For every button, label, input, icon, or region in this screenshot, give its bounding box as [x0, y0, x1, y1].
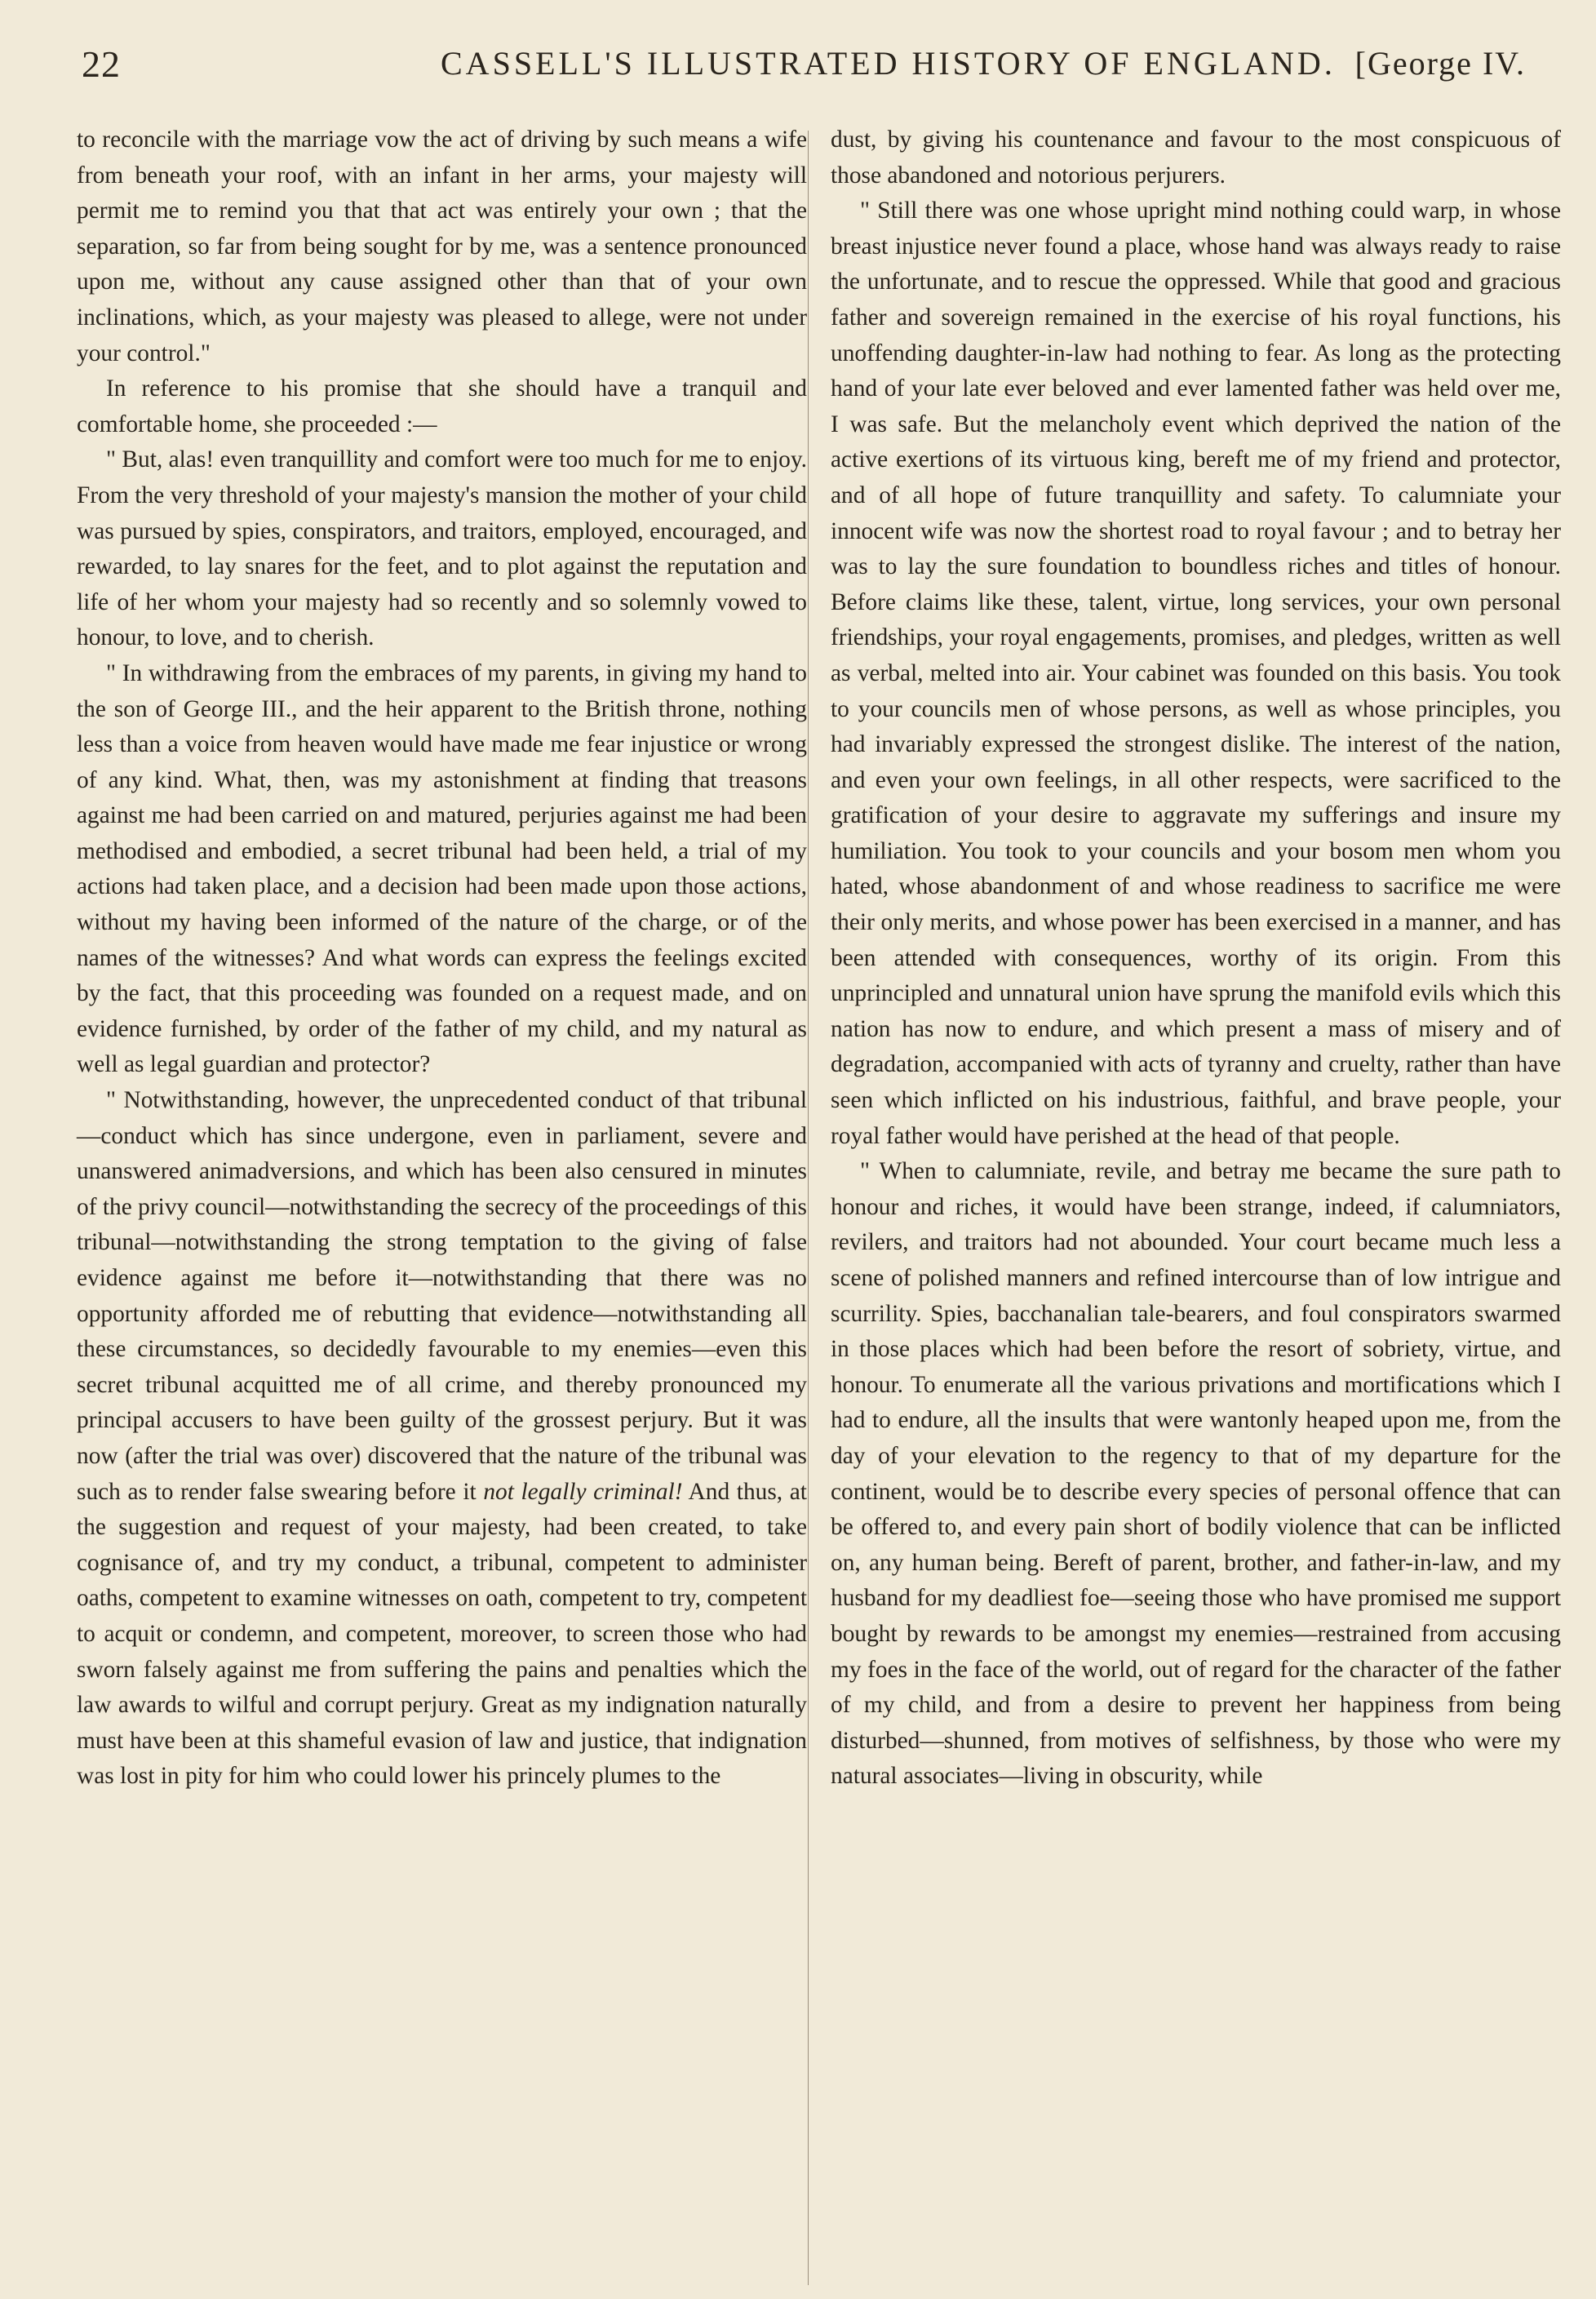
paragraph: " But, alas! even tranquillity and comfort were too much for me to enjoy. From the very threshold of your majesty's mansion the mother of your child was pursued by spies, conspirators, and traitors, employed, encouraged, and rewarded, to lay snares for the feet, and to plot against the reputation and life of her whom your majesty had so recently and so solemnly vowed to honour, to love, and to cherish. [77, 446, 807, 651]
column-divider [808, 131, 809, 2285]
right-column [831, 122, 1561, 1795]
paragraph: " Still there was one whose upright mind nothing could warp, in whose breast injustice never found a place, whose hand was always ready to raise the unfortunate, and to rescue the oppressed. While that good and gracious father and sovereign remained in the exercise of his royal functions, his unoffending daughter-in-law had nothing to fear. As long as the protecting hand of your late ever beloved and ever lamented father was held over me, I was safe. But the melancholy event which deprived the nation of the active exertions of its virtuous king, bereft me of my friend and protector, and of all hope of future tranquillity and safety. To calumniate your innocent wife was now the shortest road to royal favour ; and to betray her was to lay the sure foundation to boundless riches and titles of honour. Before claims like these, talent, virtue, long services, your own personal friendships, your royal engagements, promises, and pledges, written as well as verbal, melted into air. Your cabinet was founded on this basis. You took to your councils men of whose persons, as well as whose principles, you had invariably expressed the strongest dislike. The interest of the nation, and even your own feelings, in all other respects, were sacrificed to the gratification of your desire to aggravate my sufferings and insure my humiliation. You took to your councils and your bosom men whom you hated, whose abandonment of and whose readiness to sacrifice me were their only merits, and whose power has been exercised in a manner, and has been attended with consequences, worthy of its origin. From this unprincipled and unnatural union have sprung the manifold evils which this nation has now to endure, and which present a mass of misery and of degradation, accompanied with acts of tyranny and cruelty, rather than have seen which inflicted on his industrious, faithful, and brave people, your royal father would have perished at the head of that people. [831, 198, 1561, 1149]
paragraph-text: And thus, at the suggestion and request of your majesty, had been created, to take cognisance of, and try my conduct, a tribunal, competent to administer oaths, competent to examine witnesses on oath, competent to try, competent to acquit or condemn, and competent, moreover, to screen those who had sworn falsely against me from suffering the pains and penalties which the law awards to wilful and corrupt perjury. Great as my indignation naturally must have been at this shameful evasion of law and justice, that indignation was lost in pity for him who could lower his princely plumes to the [77, 1478, 807, 1790]
left-column [77, 122, 807, 1795]
reign-label: [George IV. [1354, 45, 1526, 82]
emphasis-text: not legally criminal! [483, 1478, 683, 1505]
paragraph: In reference to his promise that she should have a tranquil and comfortable home, she proceeded :— [77, 375, 807, 437]
paragraph: dust, by giving his countenance and favour to the most conspicuous of those abandoned and notorious perjurers. [831, 126, 1561, 189]
paragraph: " In withdrawing from the embraces of my parents, in giving my hand to the son of George III., and the heir apparent to the British throne, nothing less than a voice from heaven would have made me fear injustice or wrong of any kind. What, then, was my astonishment at finding that treasons against me had been carried on and matured, perjuries against me had been methodised and embodied, a secret tribunal had been held, a trial of my actions had taken place, and a decision had been made upon those actions, without my having been informed of the nature of the charge, or of the names of the witnesses? And what words can express the feelings excited by the fact, that this proceeding was founded on a request made, and on evidence furnished, by order of the father of my child, and my natural as well as legal guardian and protector? [77, 659, 807, 1078]
paragraph-text: " Notwithstanding, however, the unprecedented conduct of that tribunal—conduct which has since undergone, even in parliament, severe and unanswered animadversions, and which has been also censured in minutes of the privy council—notwithstanding the secrecy of the proceedings of this tribunal—notwithstanding the strong temptation to the giving of false evidence against me before it—notwithstanding that there was no opportunity afforded me of rebutting that evidence—notwithstanding all these circumstances, so decidedly favourable to my enemies—even this secret tribunal acquitted me of all crime, and thereby pronounced my principal accusers to have been guilty of the grossest perjury. But it was now (after the trial was over) discovered that the nature of the tribunal was such as to render false swearing before it [77, 1087, 807, 1505]
paragraph: to reconcile with the marriage vow the act of driving by such means a wife from beneath your roof, with an infant in her arms, your majesty will permit me to remind you that that act was entirely your own ; that the separation, so far from being sought for by me, was a sentence pronounced upon me, without any cause assigned other than that of your own inclinations, which, as your majesty was pleased to allege, were not under your control." [77, 126, 807, 366]
page-header [65, 42, 1534, 91]
running-title: CASSELL'S ILLUSTRATED HISTORY OF ENGLAND. [441, 45, 1336, 82]
paragraph [77, 1083, 807, 1795]
paragraph: " When to calumniate, revile, and betray me became the sure path to honour and riches, it would have been strange, indeed, if calumniators, revilers, and traitors had not abounded. Your court became much less a scene of polished manners and refined intercourse than of low intrigue and scurrility. Spies, bacchanalian tale-bearers, and foul conspirators swarmed in those places which had been before the resort of sobriety, virtue, and honour. To enumerate all the various privations and mortifications which I had to endure, all the insults that were wantonly heaped upon me, from the day of your elevation to the regency to that of my departure for the continent, would be to describe every species of personal offence that can be offered to, and every pain short of bodily violence that can be inflicted on, any human being. Bereft of parent, brother, and father-in-law, and my husband for my deadliest foe—seeing those who have promised me support bought by rewards to be amongst my enemies—restrained from accusing my foes in the face of the world, out of regard for the character of the father of my child, and from a desire to prevent her happiness from being disturbed—shunned, from motives of selfishness, by those who were my natural associates—living in obscurity, while [831, 1158, 1561, 1790]
page-number: 22 [82, 43, 121, 85]
